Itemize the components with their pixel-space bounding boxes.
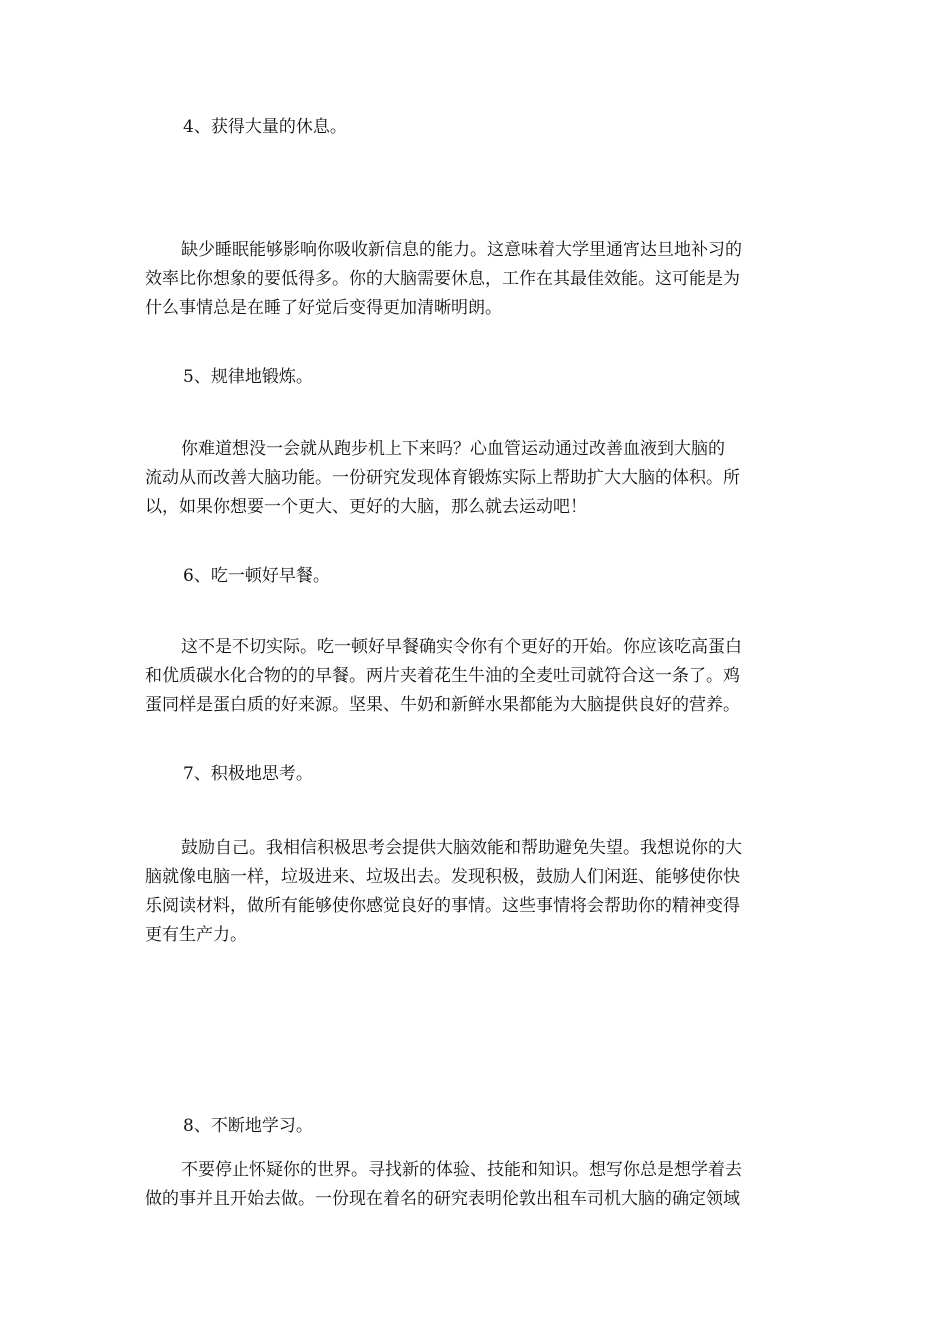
- paragraph-line: 这不是不切实际。吃一顿好早餐确实令你有个更好的开始。你应该吃高蛋白: [181, 637, 742, 657]
- paragraph-line: 脑就像电脑一样，垃圾进来、垃圾出去。发现积极，鼓励人们闲逛、能够使你快: [145, 867, 740, 887]
- paragraph-line: 不要停止怀疑你的世界。寻找新的体验、技能和知识。想写你总是想学着去: [181, 1160, 742, 1180]
- paragraph-line: 乐阅读材料，做所有能够使你感觉良好的事情。这些事情将会帮助你的精神变得: [145, 896, 740, 916]
- section-paragraph-8: [145, 1156, 815, 1214]
- paragraph-line: 效率比你想象的要低得多。你的大脑需要休息，工作在其最佳效能。这可能是为: [145, 269, 740, 289]
- section-heading-5: 5、规律地锻炼。: [183, 367, 313, 387]
- paragraph-line: 鼓励自己。我相信积极思考会提供大脑效能和帮助避免失望。我想说你的大: [181, 838, 742, 858]
- section-paragraph-6: [145, 633, 815, 720]
- paragraph-line: 什么事情总是在睡了好觉后变得更加清晰明朗。: [145, 298, 502, 318]
- section-heading-6: 6、吃一顿好早餐。: [183, 566, 330, 586]
- paragraph-line: 做的事并且开始去做。一份现在着名的研究表明伦敦出租车司机大脑的确定领域: [145, 1189, 740, 1209]
- section-heading-4: 4、获得大量的休息。: [183, 117, 347, 137]
- paragraph-line: 缺少睡眠能够影响你吸收新信息的能力。这意味着大学里通宵达旦地补习的: [181, 240, 742, 260]
- paragraph-line: 更有生产力。: [145, 925, 247, 945]
- paragraph-line: 和优质碳水化合物的的早餐。两片夹着花生牛油的全麦吐司就符合这一条了。鸡: [145, 666, 740, 686]
- section-paragraph-5: [145, 435, 815, 522]
- paragraph-line: 你难道想没一会就从跑步机上下来吗？心血管运动通过改善血液到大脑的: [181, 439, 725, 459]
- section-heading-7: 7、积极地思考。: [183, 764, 313, 784]
- section-heading-8: 8、不断地学习。: [183, 1116, 313, 1136]
- paragraph-line: 蛋同样是蛋白质的好来源。坚果、牛奶和新鲜水果都能为大脑提供良好的营养。: [145, 695, 740, 715]
- section-paragraph-4: [145, 236, 815, 323]
- section-paragraph-7: [145, 834, 815, 950]
- paragraph-line: 流动从而改善大脑功能。一份研究发现体育锻炼实际上帮助扩大大脑的体积。所: [145, 468, 740, 488]
- paragraph-line: 以，如果你想要一个更大、更好的大脑，那么就去运动吧！: [145, 497, 587, 517]
